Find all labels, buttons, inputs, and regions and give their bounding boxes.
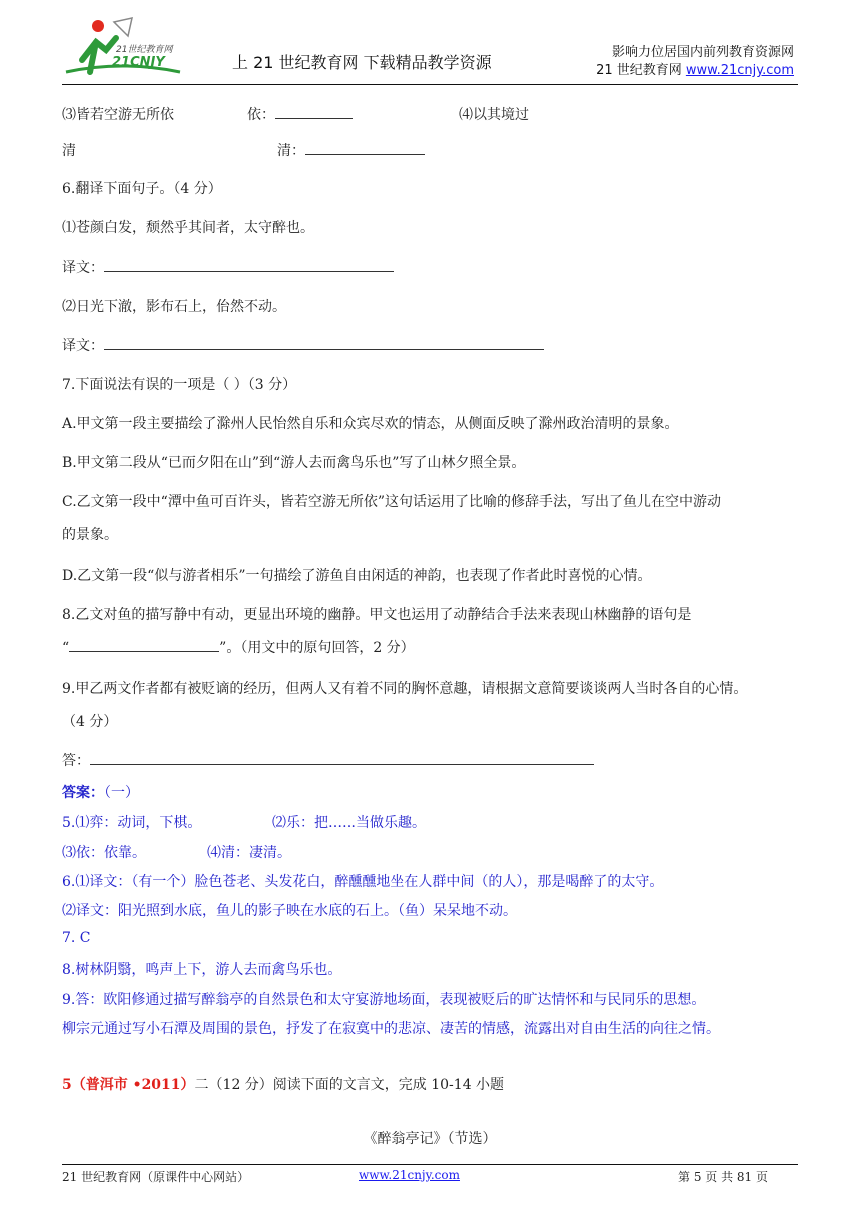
header-tagline: 影响力位居国内前列教育资源网 (611, 45, 794, 60)
answer-5-1: 5.⑴弈：动词，下棋。 (62, 815, 202, 831)
header-slogan: 上 21 世纪教育网 下载精品教学资源 (232, 53, 492, 72)
q7-title: 7.下面说法有误的一项是（ ）（3 分） (62, 377, 297, 393)
runner-logo-icon (62, 16, 182, 78)
footer-site-name: 21 世纪教育网（原课件中心网站） (62, 1170, 250, 1184)
q7-option-d: D.乙文第一段“似与游者相乐”一句描绘了游鱼自由闲适的神韵，也表现了作者此时喜悦的心情。 (62, 568, 652, 584)
header-site-line: 21 世纪教育网 www.21cnjy.com (596, 63, 794, 78)
answer-line[interactable] (69, 637, 219, 652)
answer-6-1: 6.⑴译文：（有一个）脸色苍老、头发花白，醉醺醺地坐在人群中间（的人），那是喝醉了的太守。 (62, 874, 664, 890)
q7-option-a: A.甲文第一段主要描绘了滁州人民怡然自乐和众宾尽欢的情态，从侧面反映了滁州政治清明的景象。 (62, 416, 679, 432)
q6-sentence-2: ⑵日光下澈，影布石上，佁然不动。 (62, 299, 286, 315)
q8-prompt: 8.乙文对鱼的描写静中有动，更显出环境的幽静。甲文也运用了动静结合手法来表现山林幽静的语句是 (62, 607, 692, 623)
q9-prompt: 9.甲乙两文作者都有被贬谪的经历，但两人又有着不同的胸怀意趣，请根据文意简要谈谈两人当时各自的心情。 (62, 681, 748, 697)
svg-text:21世纪教育网: 21世纪教育网 (116, 45, 173, 55)
section5-heading: 5（普洱市 •2011）二（12 分）阅读下面的文言文，完成 10-14 小题 (62, 1077, 505, 1093)
q5-item3-blank: 依： (247, 104, 353, 124)
q6-sentence-1: ⑴苍颜白发，颓然乎其间者，太守醉也。 (62, 220, 314, 236)
answer-7: 7. C (62, 930, 91, 946)
header-divider (62, 84, 798, 85)
fill-blank[interactable] (305, 140, 425, 155)
answer-5-4: ⑷清：凄清。 (207, 845, 291, 861)
answer-5-3: ⑶依：依靠。 (62, 845, 146, 861)
page-header (0, 0, 860, 92)
footer-site-link[interactable]: www.21cnjy.com (359, 1168, 460, 1182)
header-site-link[interactable]: www.21cnjy.com (685, 63, 794, 78)
q5-item3-row: ⑶皆若空游无所依 (62, 107, 174, 123)
answer-9-2: 柳宗元通过写小石潭及周围的景色，抒发了在寂寞中的悲凉、凄苦的情感，流露出对自由生活的向往之情。 (62, 1021, 720, 1037)
svg-text:21CNJY: 21CNJY (112, 55, 165, 70)
q9-points: （4 分） (62, 714, 118, 730)
answer-line[interactable] (104, 335, 544, 350)
answer-8: 8.树林阴翳，鸣声上下，游人去而禽鸟乐也。 (62, 962, 342, 978)
q7-option-c: C.乙文第一段中“潭中鱼可百许头，皆若空游无所依”这句话运用了比喻的修辞手法，写出了鱼儿在空中游动 (62, 494, 721, 510)
q8-answer-row: “ ”。（用文中的原句回答，2 分） (62, 637, 415, 657)
answer-6-2: ⑵译文：阳光照到水底，鱼儿的影子映在水底的石上。（鱼）呆呆地不动。 (62, 903, 517, 919)
header-site-info (596, 44, 794, 80)
page-number: 第 5 页 共 81 页 (678, 1170, 768, 1184)
answer-line[interactable] (90, 750, 594, 765)
answers-heading: 答案：（一） (62, 785, 139, 801)
q6-translation-2: 译文： (62, 335, 544, 355)
q5-item4: ⑷以其境过 (459, 107, 529, 123)
answer-9-1: 9.答：欧阳修通过描写醉翁亭的自然景色和太守宴游地场面，表现被贬后的旷达情怀和与民同乐的思想。 (62, 992, 706, 1008)
q5-item4-blank: 清： (277, 140, 425, 160)
fill-blank[interactable] (275, 104, 353, 119)
q9-answer-row: 答： (62, 750, 594, 770)
answer-line[interactable] (104, 257, 394, 272)
section5-subtitle: 《醉翁亭记》（节选） (363, 1131, 497, 1147)
answer-5-2: ⑵乐：把……当做乐趣。 (272, 815, 426, 831)
footer-link-wrap (359, 1168, 460, 1182)
q5-item4-cont: 清 (62, 143, 76, 159)
footer-divider (62, 1164, 798, 1165)
q6-title: 6.翻译下面句子。（4 分） (62, 181, 222, 197)
q7-option-c-cont: 的景象。 (62, 527, 118, 543)
site-logo (62, 16, 182, 78)
q7-option-b: B.甲文第二段从“已而夕阳在山”到“游人去而禽鸟乐也”写了山林夕照全景。 (62, 455, 526, 471)
q6-translation-1: 译文： (62, 257, 394, 277)
